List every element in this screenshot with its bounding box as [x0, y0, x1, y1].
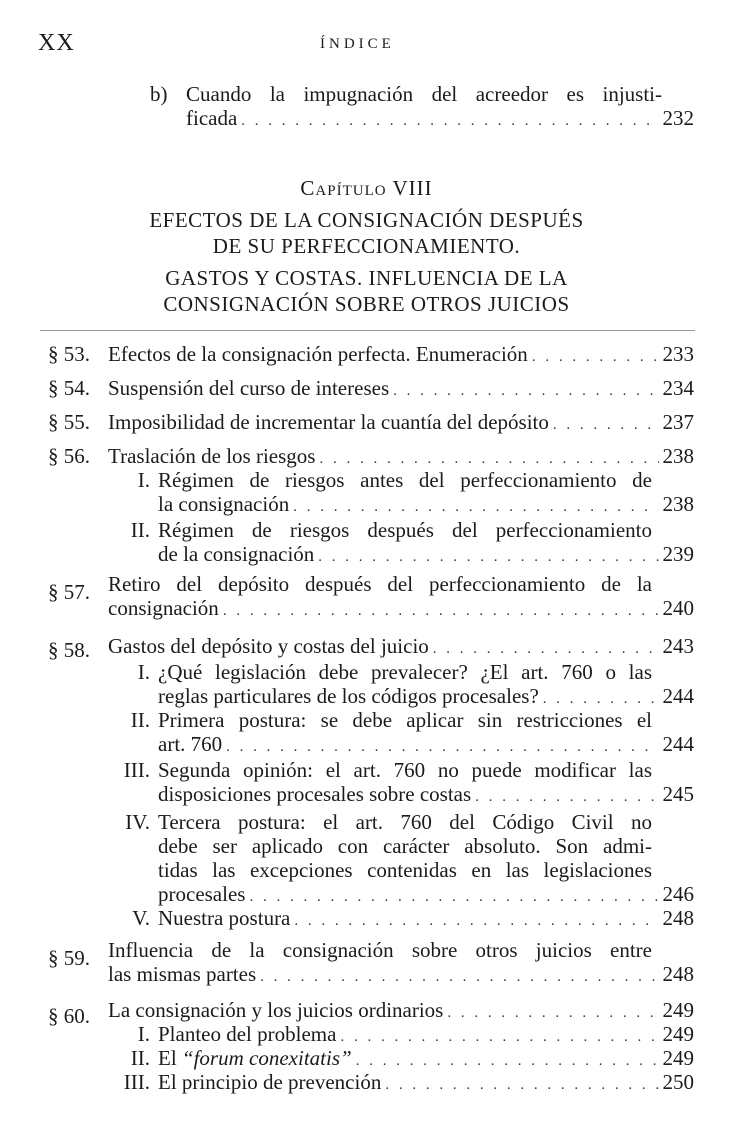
roman-numeral: III.	[123, 758, 150, 782]
separator-rule	[40, 330, 695, 331]
page-ref: 249	[662, 998, 694, 1022]
page-ref: 246	[662, 882, 694, 906]
entry-text-line2: disposiciones procesales sobre costas	[158, 782, 472, 806]
entry-text-line2: debe ser aplicado con carácter absoluto. Son admi-	[158, 834, 652, 858]
entry-text-line4: procesales	[158, 882, 246, 906]
page-ref: 249	[662, 1046, 694, 1070]
leader-dots	[532, 345, 659, 369]
leader-dots	[293, 495, 658, 519]
toc-entry-s55[interactable]	[108, 410, 694, 434]
leader-dots	[433, 637, 659, 661]
prev-item-line2: ficada	[186, 106, 238, 130]
entry-text-line2: art. 760	[158, 732, 223, 756]
roman-numeral: I.	[137, 660, 150, 684]
section-number: § 58.	[48, 638, 90, 662]
chapter-word: Capítulo	[300, 176, 387, 200]
toc-entry-s58-i[interactable]	[158, 684, 694, 708]
toc-entry-s56[interactable]	[108, 444, 694, 468]
entry-text-line2: reglas particulares de los códigos procesales?	[158, 684, 539, 708]
entry-text-line2: consignación	[108, 596, 219, 620]
page-ref: 237	[662, 410, 694, 434]
leader-dots	[393, 379, 658, 403]
entry-text-line2: la consignación	[158, 492, 290, 516]
roman-numeral: II.	[130, 708, 150, 732]
entry-text-line1: Tercera postura: el art. 760 del Código Civil no	[158, 810, 652, 834]
prev-item-entry[interactable]	[186, 106, 694, 130]
page-ref: 245	[662, 782, 694, 806]
page-ref: 238	[662, 444, 694, 468]
leader-dots	[241, 109, 658, 133]
prev-item-line1: Cuando la impugnación del acreedor es injusti-	[186, 82, 662, 106]
entry-text: Planteo del problema	[158, 1022, 337, 1046]
toc-entry-s60-i[interactable]	[158, 1022, 694, 1046]
entry-text-line1: Régimen de riesgos antes del perfeccionamiento de	[158, 468, 652, 492]
toc-entry-s60[interactable]	[108, 998, 694, 1022]
leader-dots	[385, 1073, 658, 1097]
roman-numeral: I.	[137, 1022, 150, 1046]
chapter-title-line-2: DE SU PERFECCIONAMIENTO.	[212, 234, 521, 258]
toc-entry-s58-iii[interactable]	[158, 782, 694, 806]
entry-text: Imposibilidad de incrementar la cuantía del depósito	[108, 410, 549, 434]
leader-dots	[553, 413, 659, 437]
entry-text-line1: Segunda opinión: el art. 760 no puede modificar las	[158, 758, 652, 782]
toc-entry-s56-i[interactable]	[158, 492, 694, 516]
page-ref: 234	[662, 376, 694, 400]
page-ref: 240	[662, 596, 694, 620]
section-number: § 57.	[48, 580, 90, 604]
page-ref: 239	[662, 542, 694, 566]
toc-entry-s60-ii[interactable]	[158, 1046, 694, 1070]
roman-numeral: V.	[132, 906, 150, 930]
section-number: § 60.	[48, 1004, 90, 1028]
roman-numeral: II.	[130, 1046, 150, 1070]
chapter-title-line-3: GASTOS Y COSTAS. INFLUENCIA DE LA	[165, 266, 568, 290]
page-ref: 248	[662, 906, 694, 930]
page-ref: 249	[662, 1022, 694, 1046]
leader-dots	[318, 545, 658, 569]
toc-entry-s58-v[interactable]	[158, 906, 694, 930]
leader-dots	[294, 909, 658, 933]
toc-entry-s58-ii[interactable]	[158, 732, 694, 756]
toc-entry-s60-iii[interactable]	[158, 1070, 694, 1094]
toc-entry-s54[interactable]	[108, 376, 694, 400]
entry-text-line1: Primera postura: se debe aplicar sin restricciones el	[158, 708, 652, 732]
leader-dots	[226, 735, 658, 759]
leader-dots	[260, 965, 658, 989]
entry-text: La consignación y los juicios ordinarios	[108, 998, 444, 1022]
entry-text	[158, 1046, 352, 1070]
running-title: ÍNDICE	[320, 36, 395, 52]
chapter-label	[0, 176, 733, 201]
roman-numeral: III.	[123, 1070, 150, 1094]
entry-text-plain: El	[158, 1046, 177, 1070]
chapter-title-line-4: CONSIGNACIÓN SOBRE OTROS JUICIOS	[163, 292, 570, 316]
chapter-title-line-1: EFECTOS DE LA CONSIGNACIÓN DESPUÉS	[149, 208, 584, 232]
page-ref: 238	[662, 492, 694, 516]
roman-numeral: I.	[137, 468, 150, 492]
entry-text-line3: tidas las excepciones contenidas en las legislaciones	[158, 858, 652, 882]
leader-dots	[475, 785, 658, 809]
prev-item-label: b)	[150, 82, 168, 106]
section-number: § 55.	[48, 410, 90, 434]
roman-numeral: II.	[130, 518, 150, 542]
entry-text-line2: de la consignación	[158, 542, 315, 566]
section-number: § 56.	[48, 444, 90, 468]
toc-entry-s57[interactable]	[108, 596, 694, 620]
page-ref: 243	[662, 634, 694, 658]
entry-text: Suspensión del curso de intereses	[108, 376, 390, 400]
entry-text-line1: Retiro del depósito después del perfeccionamiento de la	[108, 572, 652, 596]
toc-entry-s53[interactable]	[108, 342, 694, 366]
page-ref: 233	[662, 342, 694, 366]
entry-text: Gastos del depósito y costas del juicio	[108, 634, 429, 658]
section-number: § 53.	[48, 342, 90, 366]
toc-entry-s58-iv[interactable]	[158, 882, 694, 906]
page-ref: 244	[662, 732, 694, 756]
page-ref: 244	[662, 684, 694, 708]
chapter-number: VIII	[392, 176, 433, 200]
entry-text-line1: Influencia de la consignación sobre otros juicios entre	[108, 938, 652, 962]
page-ref: 250	[662, 1070, 694, 1094]
section-number: § 59.	[48, 946, 90, 970]
entry-text-line1: Régimen de riesgos después del perfeccionamiento	[158, 518, 652, 542]
entry-text-line2: las mismas partes	[108, 962, 257, 986]
entry-text-line1: ¿Qué legislación debe prevalecer? ¿El art. 760 o las	[158, 660, 652, 684]
entry-text: Efectos de la consignación perfecta. Enumeración	[108, 342, 528, 366]
page-number: XX	[38, 30, 75, 56]
toc-entry-s58[interactable]	[108, 634, 694, 658]
section-number: § 54.	[48, 376, 90, 400]
toc-entry-s59[interactable]	[108, 962, 694, 986]
entry-text: El principio de prevención	[158, 1070, 382, 1094]
page-ref: 248	[662, 962, 694, 986]
roman-numeral: IV.	[125, 810, 150, 834]
page-ref: 232	[662, 106, 694, 130]
entry-text-italic: “forum conexitatis”	[181, 1046, 352, 1070]
toc-entry-s56-ii[interactable]	[158, 542, 694, 566]
leader-dots	[223, 599, 659, 623]
entry-text: Nuestra postura	[158, 906, 291, 930]
entry-text: Traslación de los riesgos	[108, 444, 316, 468]
